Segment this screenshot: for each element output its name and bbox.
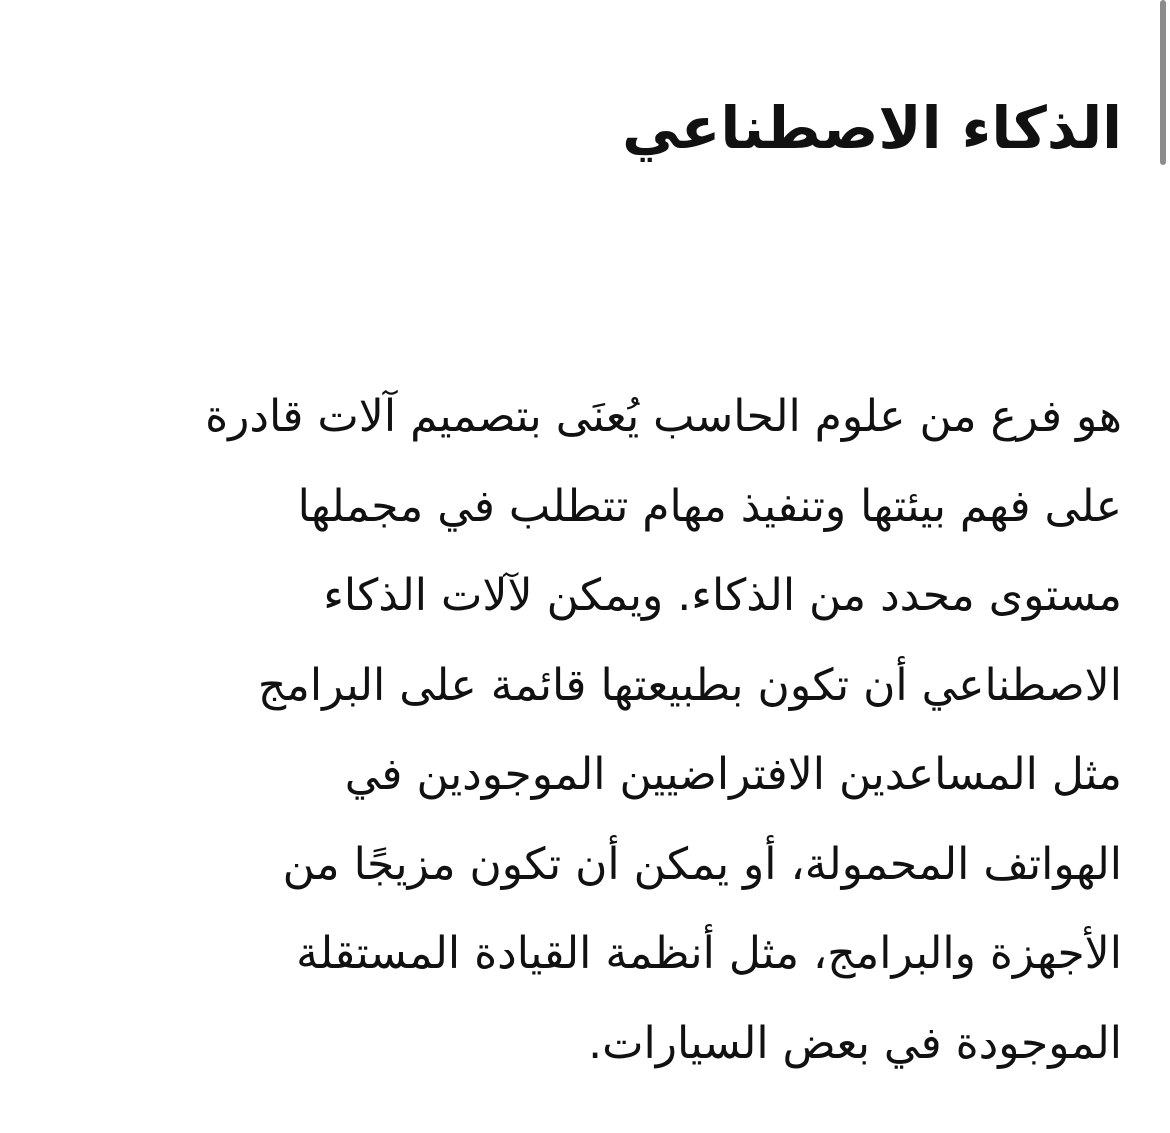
article-title: الذكاء الاصطناعي [622, 94, 1122, 162]
body-line: مثل المساعدين الافتراضيين الموجودين في [344, 749, 1122, 800]
body-line: الموجودة في بعض السيارات. [588, 1017, 1122, 1069]
article-body [47, 372, 1122, 1088]
body-line: الهواتف المحمولة، أو يمكن أن تكون مزيجًا من [282, 838, 1122, 890]
body-line: الأجهزة والبرامج، مثل أنظمة القيادة المستقلة [296, 928, 1122, 979]
body-line: الاصطناعي أن تكون بطبيعتها قائمة على البرامج [257, 659, 1122, 711]
body-line: هو فرع من علوم الحاسب يُعنَى بتصميم آلات قادرة [205, 391, 1122, 442]
scrollbar[interactable] [1160, 0, 1166, 165]
body-line: مستوى محدد من الذكاء. ويمكن لآلات الذكاء [323, 570, 1122, 621]
body-line: على فهم بيئتها وتنفيذ مهام تتطلب في مجملها [297, 480, 1122, 532]
